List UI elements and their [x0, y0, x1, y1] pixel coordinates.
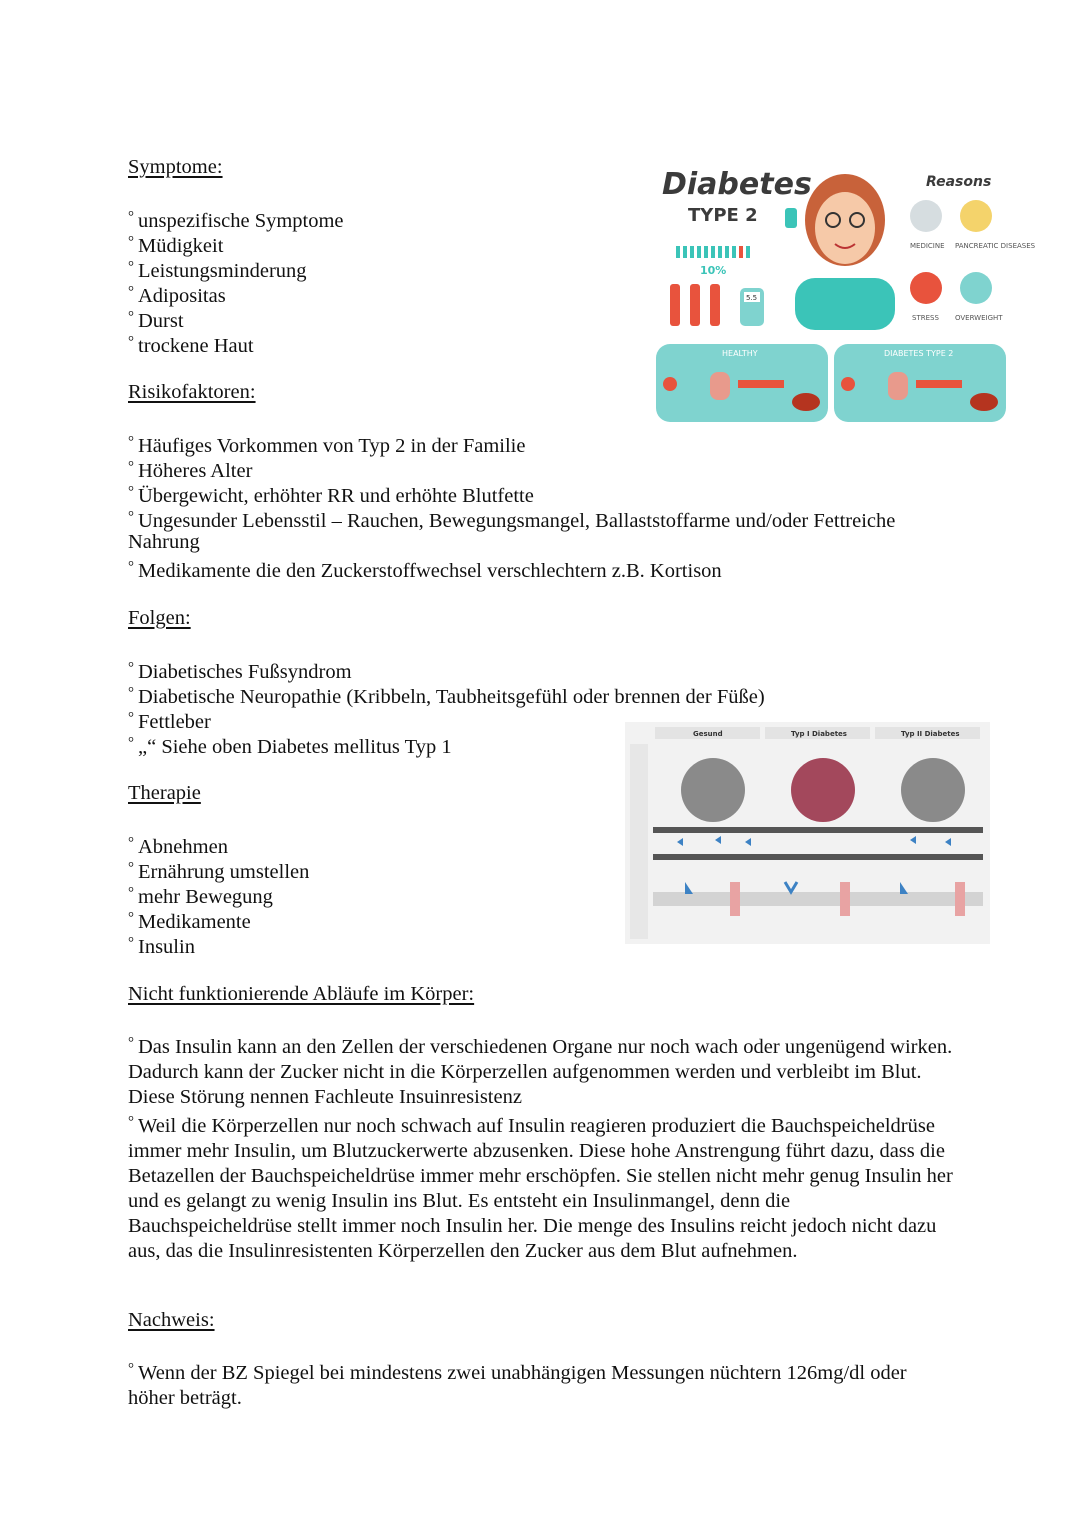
people-icon: [676, 246, 750, 258]
list-item: ° Häufiges Vorkommen von Typ 2 in der Familie: [128, 434, 526, 457]
pancreas-islet-icon: [681, 758, 745, 822]
list-item: ° Diabetische Neuropathie (Kribbeln, Taubheitsgefühl oder brennen der Füße): [128, 685, 765, 708]
heading-symptome: Symptome:: [128, 156, 223, 178]
svg-text:STRESS: STRESS: [912, 314, 939, 322]
heading-folgen: Folgen:: [128, 607, 191, 629]
list-item: ° Diabetisches Fußsyndrom: [128, 660, 352, 683]
list-item: ° Übergewicht, erhöhter RR und erhöhte Blutfette: [128, 484, 534, 507]
paragraph: ° Weil die Körperzellen nur noch schwach auf Insulin reagieren produziert die Bauchspeicheldrüse immer mehr Insulin, um Blutzuckerwerte abzusenken. Diese hohe Anstrengung führt dazu, dass die Betazellen der Bauchspeicheldrüse immer mehr erschöpfen. Sie stellen nicht mehr genug Insulin her und es gelangt zu wenig Insulin ins Blut. Es entsteht ein Insulinmangel, denn die Bauchspeicheldrüse stellt immer noch Insulin her. Die menge des Insulins reicht jedoch nicht dazu aus, das die Insulinresistenten Körperzellen den Zucker aus dem Blut aufnehmen.: [128, 1114, 953, 1262]
svg-text:OVERWEIGHT: OVERWEIGHT: [955, 314, 1003, 322]
paragraph: ° Das Insulin kann an den Zellen der verschiedenen Organe nur noch wach oder ungenügend wirken. Dadurch kann der Zucker nicht in die Körperzellen aufgenommen werden und verbleibt im Blut. Diese Störung nennen Fachleute Insuinresistenz: [128, 1035, 953, 1108]
list-item: ° Höheres Alter: [128, 459, 253, 482]
pancreas-icon: [960, 200, 992, 232]
list-item: ° Medikamente: [128, 910, 251, 933]
list-item: ° trockene Haut: [128, 334, 254, 357]
column-label: Typ II Diabetes: [901, 730, 960, 738]
svg-text:DIABETES TYPE 2: DIABETES TYPE 2: [884, 349, 954, 358]
nachweis-paragraph: ° Wenn der BZ Spiegel bei mindestens zwei unabhängigen Messungen nüchtern 126mg/dl oder höher beträgt.: [128, 1361, 907, 1409]
heading-ablaeufe: Nicht funktionierende Abläufe im Körper:: [128, 983, 475, 1005]
list-item: ° Abnehmen: [128, 835, 228, 858]
blood-tube-icon: [670, 284, 720, 326]
reasons-title: Reasons: [926, 174, 992, 190]
list-item: ° Adipositas: [128, 284, 226, 307]
heading-therapie: Therapie: [128, 782, 201, 804]
list-item: Nahrung: [128, 531, 200, 553]
list-item: ° Durst: [128, 309, 184, 332]
list-item: ° Leistungsminderung: [128, 259, 307, 282]
svg-text:MEDICINE: MEDICINE: [910, 242, 945, 250]
glucose-meter-icon: [740, 288, 764, 326]
ablaeufe-paragraphs: [128, 1031, 958, 1264]
infographic-title: Diabetes: [662, 167, 812, 202]
list-item: ° mehr Bewegung: [128, 885, 273, 908]
diabetes-infographic: [650, 158, 1036, 426]
medicine-icon: [910, 200, 942, 232]
heading-risikofaktoren: Risikofaktoren:: [128, 381, 256, 403]
percent-label: 10%: [700, 264, 727, 277]
list-item: ° „“ Siehe oben Diabetes mellitus Typ 1: [128, 735, 452, 758]
list-item: ° unspezifische Symptome: [128, 209, 344, 232]
infographic-subtitle: TYPE 2: [688, 205, 758, 226]
column-label: Typ I Diabetes: [791, 730, 847, 738]
svg-text:HEALTHY: HEALTHY: [722, 349, 758, 358]
insulin-mechanism-diagram: [625, 722, 990, 944]
overweight-icon: [960, 272, 992, 304]
pancreas-islet-icon: [901, 758, 965, 822]
list-item: ° Fettleber: [128, 710, 211, 733]
pancreas-islet-icon: [791, 758, 855, 822]
list-item: ° Medikamente die den Zuckerstoffwechsel verschlechtern z.B. Kortison: [128, 559, 722, 582]
stress-icon: [910, 272, 942, 304]
list-item: ° Ernährung umstellen: [128, 860, 310, 883]
heading-nachweis: Nachweis:: [128, 1309, 215, 1331]
column-label: Gesund: [693, 730, 723, 738]
list-item: ° Müdigkeit: [128, 234, 224, 257]
svg-text:PANCREATIC DISEASES: PANCREATIC DISEASES: [955, 242, 1036, 250]
list-item: ° Insulin: [128, 935, 195, 958]
svg-text:5.5: 5.5: [746, 294, 758, 302]
list-item: ° Ungesunder Lebensstil – Rauchen, Bewegungsmangel, Ballaststoffarme und/oder Fettreiche: [128, 509, 896, 532]
